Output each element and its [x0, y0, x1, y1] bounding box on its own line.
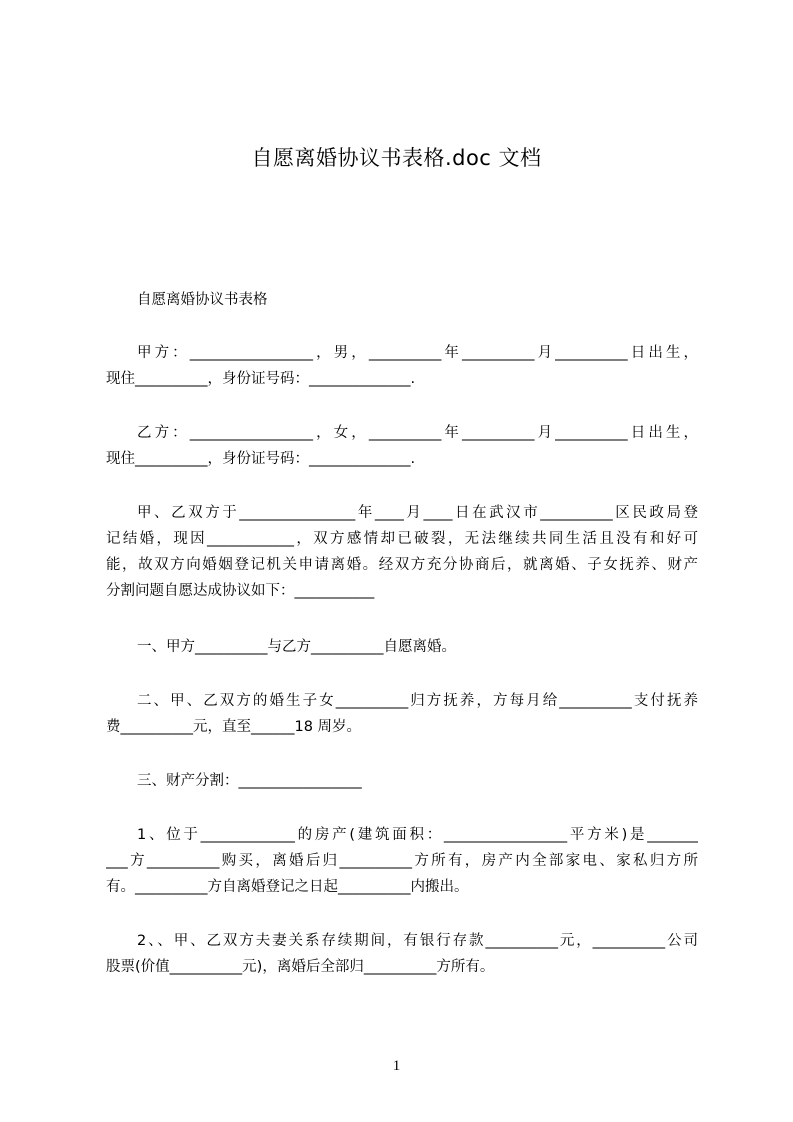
preamble-line-3: 能，故双方向婚姻登记机关申请离婚。经双方充分协商后，就离婚、子女抚养、财产 — [106, 557, 698, 573]
clause-2-paragraph — [106, 688, 698, 740]
preamble-line-1: 甲、乙双方于________________年____月____日在武汉市__________区民政局登 — [137, 505, 698, 521]
document-title: 自愿离婚协议书表格.doc 文档 — [251, 146, 542, 170]
preamble-line-4: 分割问题自愿达成协议如下：___________ — [106, 583, 375, 599]
party-a-line-1: 甲方：_________________，男，__________年__________月__________日出生， — [137, 345, 698, 361]
clause-2-line-1: 二、甲、乙双方的婚生子女__________归方抚养，方每月给__________支付抚养 — [137, 693, 698, 709]
clause-3-2-paragraph — [106, 928, 698, 980]
party-a-line-2: 现住__________，身份证号码：______________. — [106, 371, 416, 387]
party-a-paragraph — [106, 340, 698, 392]
clause-2-line-2: 费__________元，直至______18 周岁。 — [106, 719, 362, 735]
clause-3-1-line-3: 有。__________方自离婚登记之日起__________内搬出。 — [106, 879, 469, 895]
clause-3-paragraph — [106, 768, 698, 794]
clause-3-1-line-1: 1、位于_____________的房产(建筑面积：_________________平方米)是_______ — [137, 827, 698, 843]
clause-3-2-line-2: 股票(价值__________元)，离婚后全部归__________方所有。 — [106, 959, 495, 975]
clause-1-paragraph — [106, 634, 698, 660]
clause-3-line-1: 三、财产分割：_________________ — [137, 773, 362, 789]
subtitle-line: 自愿离婚协议书表格 — [137, 292, 268, 308]
party-b-line-2: 现住__________，身份证号码：______________. — [106, 451, 416, 467]
document-subtitle — [106, 287, 698, 313]
clause-3-1-line-2: ___方__________购买，离婚后归__________方所有，房产内全部家电、家私归方所 — [106, 853, 698, 869]
preamble-paragraph — [106, 500, 698, 604]
page-number: 1 — [392, 1058, 401, 1074]
clause-1-line-1: 一、甲方__________与乙方__________自愿离婚。 — [137, 639, 456, 655]
preamble-line-2: 记结婚，现因____________，双方感情却已破裂，无法继续共同生活且没有和好可 — [106, 531, 698, 547]
party-b-line-1: 乙方：_________________，女，__________年__________月__________日出生， — [137, 425, 698, 441]
party-b-paragraph — [106, 420, 698, 472]
clause-3-1-paragraph — [106, 822, 698, 900]
clause-3-2-line-1: 2、、甲、乙双方夫妻关系存续期间，有银行存款__________元，__________公司 — [137, 933, 698, 949]
